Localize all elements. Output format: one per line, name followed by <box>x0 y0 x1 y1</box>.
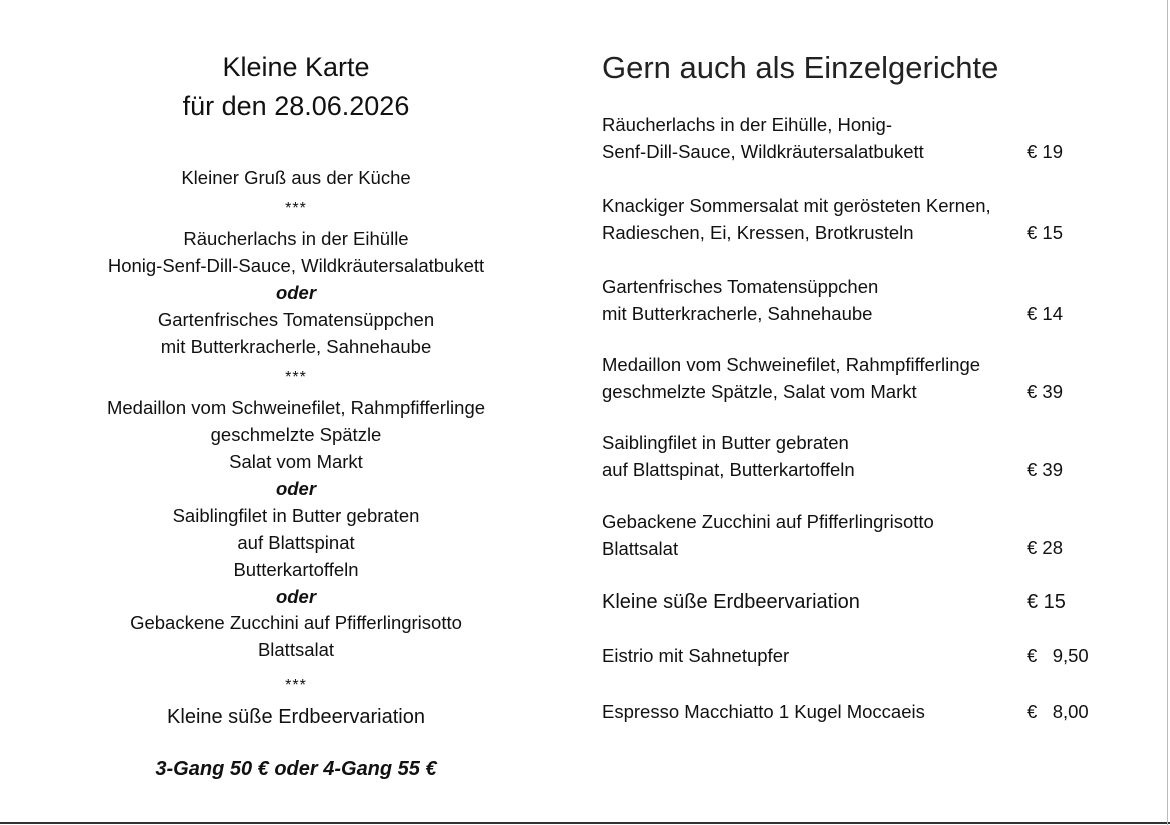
menu-line: Kleine süße Erdbeervariation <box>167 706 425 728</box>
dish-line: Räucherlachs in der Eihülle, Honig- <box>602 114 892 135</box>
dish-line: Eistrio mit Sahnetupfer <box>602 645 790 666</box>
menu-line: Blattsalat <box>257 639 335 660</box>
menu-line: mit Butterkracherle, Sahnehaube <box>160 336 432 357</box>
oder-label: oder <box>275 586 317 607</box>
menu-line: Kleiner Gruß aus der Küche <box>181 167 411 188</box>
a-la-carte-title: Gern auch als Einzelgerichte <box>602 50 999 85</box>
menu-line: Butterkartoffeln <box>233 559 359 580</box>
menu-date: für den 28.06.2026 <box>182 91 410 121</box>
dish-line: Saiblingfilet in Butter gebraten <box>602 432 849 453</box>
dish-price: € 9,50 <box>1027 645 1089 666</box>
oder-label: oder <box>275 478 317 499</box>
oder-label: oder <box>275 282 317 303</box>
dish-price: € 15 <box>1027 591 1066 613</box>
page-right-edge <box>1167 0 1168 825</box>
menu-line: Medaillon vom Schweinefilet, Rahmpfifferlinge <box>106 397 486 418</box>
dish-line: Kleine süße Erdbeervariation <box>602 591 860 613</box>
menu-line: Gebackene Zucchini auf Pfifferlingrisotto <box>130 612 462 633</box>
menu-line: Saiblingfilet in Butter gebraten <box>172 505 420 526</box>
dish-line: Knackiger Sommersalat mit gerösteten Kernen, <box>602 195 991 216</box>
menu-line: Honig-Senf-Dill-Sauce, Wildkräutersalatbukett <box>107 255 485 276</box>
dish-line: geschmelzte Spätzle, Salat vom Markt <box>602 381 917 402</box>
dish-line: Radieschen, Ei, Kressen, Brotkrusteln <box>602 222 914 243</box>
dish-line: Blattsalat <box>602 538 679 559</box>
dish-price: € 14 <box>1027 303 1064 324</box>
dish-line: mit Butterkracherle, Sahnehaube <box>602 303 873 324</box>
dish-price: € 8,00 <box>1027 701 1089 722</box>
dish-line: Senf-Dill-Sauce, Wildkräutersalatbukett <box>602 141 924 162</box>
dish-price: € 39 <box>1027 459 1064 480</box>
menu-line: auf Blattspinat <box>237 532 355 553</box>
page-bottom-rule <box>0 822 1170 824</box>
menu-line: Gartenfrisches Tomatensüppchen <box>157 309 435 330</box>
dish-line: Gebackene Zucchini auf Pfifferlingrisotto <box>602 511 934 532</box>
menu-title: Kleine Karte <box>222 52 370 82</box>
menu-price-line: 3-Gang 50 € oder 4-Gang 55 € <box>155 758 437 780</box>
dish-price: € 19 <box>1027 141 1064 162</box>
dish-price: € 28 <box>1027 537 1064 558</box>
menu-line: Räucherlachs in der Eihülle <box>183 228 409 249</box>
dish-price: € 15 <box>1027 222 1064 243</box>
menu-line: Salat vom Markt <box>229 451 363 472</box>
dish-line: Espresso Macchiatto 1 Kugel Moccaeis <box>602 701 925 722</box>
dish-line: Medaillon vom Schweinefilet, Rahmpfifferlinge <box>602 354 981 375</box>
course-separator: *** <box>285 200 307 217</box>
menu-line: geschmelzte Spätzle <box>210 424 382 445</box>
dish-line: Gartenfrisches Tomatensüppchen <box>602 276 879 297</box>
dish-price: € 39 <box>1027 381 1064 402</box>
dish-line: auf Blattspinat, Butterkartoffeln <box>602 459 855 480</box>
course-separator: *** <box>285 677 307 694</box>
course-separator: *** <box>285 369 307 386</box>
